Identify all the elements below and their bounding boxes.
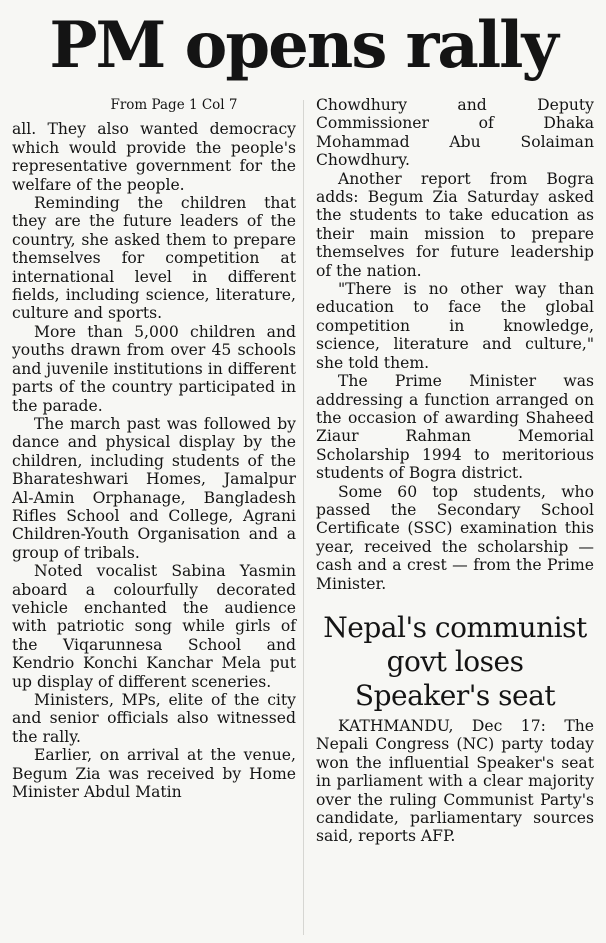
jump-line: From Page 1 Col 7 bbox=[110, 97, 238, 113]
paragraph: "There is no other way than education to face the global competition in knowledge, science, literature and culture," she told them. bbox=[316, 280, 594, 372]
paragraph: Ministers, MPs, elite of the city and senior officials also witnessed the rally. bbox=[12, 691, 296, 746]
column-divider bbox=[303, 100, 304, 935]
paragraph: Some 60 top students, who passed the Secondary School Certificate (SSC) examination this year, received the scholarship — cash and a crest — from the Prime Minister. bbox=[316, 482, 594, 593]
right-column bbox=[316, 96, 594, 846]
left-column bbox=[12, 96, 296, 801]
paragraph: Another report from Bogra adds: Begum Zia Saturday asked the students to take education as their main mission to prepare themselves for future leadership of the nation. bbox=[316, 169, 594, 280]
paragraph: The Prime Minister was addressing a function arranged on the occasion of awarding Shaheed Ziaur Rahman Memorial Scholarship 1994 to meritorious students of Bogra district. bbox=[316, 372, 594, 483]
paragraph: The march past was followed by dance and physical display by the children, including students of the Bharateshwari Homes, Jamalpur Al-Amin Orphanage, Bangladesh Rifles School and College, Agrani Children-Youth Organisation and a group of tribals. bbox=[12, 414, 296, 562]
headline: PM opens rally bbox=[49, 8, 557, 83]
paragraph: More than 5,000 children and youths drawn from over 45 schools and juvenile institutions in different parts of the country participated in the parade. bbox=[12, 322, 296, 415]
paragraph: Earlier, on arrival at the venue, Begum Zia was received by Home Minister Abdul Matin bbox=[12, 746, 296, 802]
second-story-headline: Nepal's communist govt loses Speaker's seat bbox=[323, 610, 587, 712]
paragraph: all. They also wanted democracy which would provide the people's representative government for the welfare of the people. bbox=[12, 120, 296, 194]
dateline: KATHMANDU, Dec 17: bbox=[338, 716, 546, 735]
paragraph: Noted vocalist Sabina Yasmin aboard a colourfully decorated vehicle enchanted the audience with patriotic song while girls of the Viqarunnesa School and Kendrio Konchi Kanchar Mela put up display of different sceneries. bbox=[12, 562, 296, 691]
paragraph: Reminding the children that they are the future leaders of the country, she asked them to prepare themselves for competition at international level in different fields, including science, literature, culture and sports. bbox=[12, 194, 296, 323]
second-story-text: The Nepali Congress (NC) party today won the influential Speaker's seat in parliament with a clear majority over the ruling Communist Party's candidate, parliamentary sources said, reports AFP. bbox=[316, 716, 594, 846]
paragraph: Chowdhury and Deputy Commissioner of Dhaka Mohammad Abu Solaiman Chowdhury. bbox=[316, 96, 594, 170]
second-story-body bbox=[316, 717, 594, 846]
